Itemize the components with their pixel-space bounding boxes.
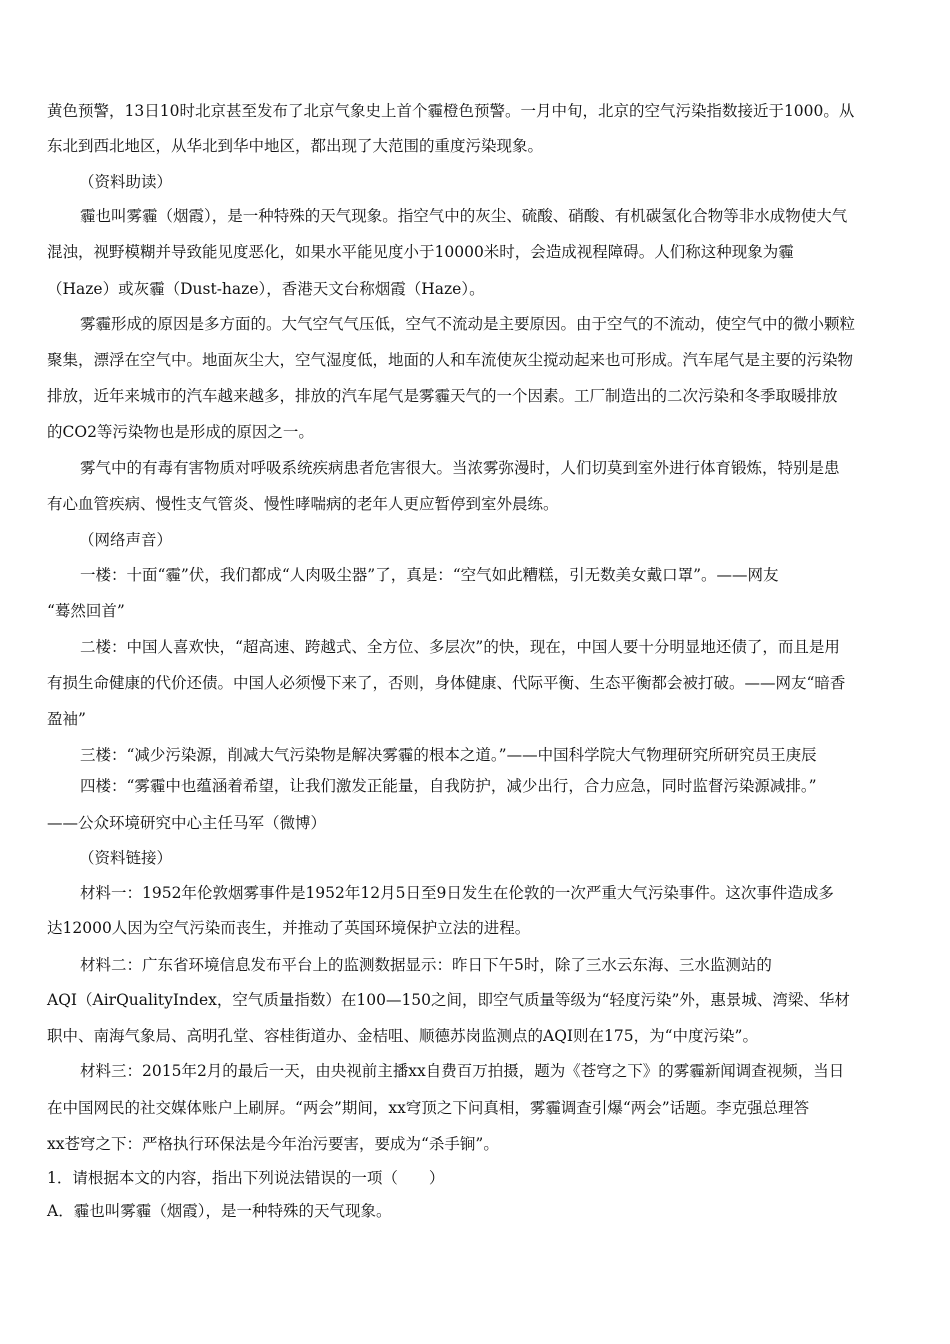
paragraph-line: 材料三：2015年2月的最后一天，由央视前主播xx自费百万拍摄，题为《苍穹之下》的雾霾新闻调查视频，当日 bbox=[80, 1062, 845, 1080]
paragraph-line: 三楼：“减少污染源，削减大气污染物是解决雾霾的根本之道。”——中国科学院大气物理研究所研究员王庚辰 bbox=[80, 746, 817, 764]
paragraph-line: 四楼：“雾霾中也蕴涵着希望，让我们激发正能量，自我防护，减少出行，合力应急，同时监督污染源减排。” bbox=[80, 777, 817, 795]
paragraph-line: 一楼：十面“霾”伏，我们都成“人肉吸尘器”了，真是：“空气如此糟糕，引无数美女戴口罩”。——网友 bbox=[80, 566, 779, 584]
paragraph-line: 达12000人因为空气污染而丧生，并推动了英国环境保护立法的进程。 bbox=[47, 919, 531, 937]
paragraph-line: 混浊，视野模糊并导致能见度恶化，如果水平能见度小于10000米时，会造成视程障碍。人们称这种现象为霾 bbox=[47, 243, 794, 261]
paragraph-line: ——公众环境研究中心主任马军（微博） bbox=[47, 814, 327, 832]
section-heading: （资料助读） bbox=[79, 173, 173, 191]
paragraph-line: 有心血管疾病、慢性支气管炎、慢性哮喘病的老年人更应暂停到室外晨练。 bbox=[47, 495, 559, 513]
paragraph-line: 霾也叫雾霾（烟霞），是一种特殊的天气现象。指空气中的灰尘、硫酸、硝酸、有机碳氢化合物等非水成物使大气 bbox=[80, 207, 848, 225]
paragraph-line: 材料二：广东省环境信息发布平台上的监测数据显示：昨日下午5时，除了三水云东海、三水监测站的 bbox=[80, 956, 772, 974]
section-heading: （资料链接） bbox=[79, 849, 173, 867]
paragraph-line: 东北到西北地区，从华北到华中地区，都出现了大范围的重度污染现象。 bbox=[47, 137, 544, 155]
paragraph-line: 在中国网民的社交媒体账户上刷屏。“两会”期间，xx穹顶之下问真相，雾霾调查引爆“两会”话题。李克强总理答 bbox=[47, 1099, 810, 1117]
paragraph-line: 排放，近年来城市的汽车越来越多，排放的汽车尾气是雾霾天气的一个因素。工厂制造出的二次污染和冬季取暖排放 bbox=[47, 387, 838, 405]
question-stem: 1．请根据本文的内容，指出下列说法错误的一项（ ） bbox=[47, 1169, 445, 1187]
paragraph-line: 盈袖” bbox=[47, 710, 86, 728]
paragraph-line: （Haze）或灰霾（Dust-haze），香港天文台称烟霞（Haze）。 bbox=[47, 280, 485, 298]
paragraph-line: “蓦然回首” bbox=[47, 602, 125, 620]
paragraph-line: 聚集，漂浮在空气中。地面灰尘大，空气湿度低，地面的人和车流使灰尘搅动起来也可形成。汽车尾气是主要的污染物 bbox=[47, 351, 854, 369]
paragraph-line: 职中、南海气象局、高明孔堂、容桂街道办、金桔咀、顺德苏岗监测点的AQI则在175，为“中度污染”。 bbox=[47, 1027, 758, 1045]
paragraph-line: AQI（AirQualityIndex，空气质量指数）在100—150之间，即空气质量等级为“轻度污染”外，惠景城、湾梁、华材 bbox=[47, 991, 850, 1009]
paragraph-line: 雾气中的有毒有害物质对呼吸系统疾病患者危害很大。当浓雾弥漫时，人们切莫到室外进行体育锻炼，特别是患 bbox=[80, 459, 840, 477]
paragraph-line: 雾霾形成的原因是多方面的。大气空气气压低，空气不流动是主要原因。由于空气的不流动，使空气中的微小颗粒 bbox=[80, 315, 856, 333]
paragraph-line: 黄色预警，13日10时北京甚至发布了北京气象史上首个霾橙色预警。一月中旬，北京的空气污染指数接近于1000。从 bbox=[47, 102, 855, 120]
option-a: A．霾也叫雾霾（烟霞），是一种特殊的天气现象。 bbox=[47, 1202, 392, 1220]
section-heading: （网络声音） bbox=[79, 531, 173, 549]
paragraph-line: 二楼：中国人喜欢快，“超高速、跨越式、全方位、多层次”的快，现在，中国人要十分明显地还债了，而且是用 bbox=[80, 638, 840, 656]
paragraph-line: xx苍穹之下：严格执行环保法是今年治污要害，要成为“杀手锏”。 bbox=[47, 1135, 499, 1153]
paragraph-line: 有损生命健康的代价还债。中国人必须慢下来了，否则，身体健康、代际平衡、生态平衡都会被打破。——网友“暗香 bbox=[47, 674, 846, 692]
paragraph-line: 的CO2等污染物也是形成的原因之一。 bbox=[47, 423, 314, 441]
paragraph-line: 材料一：1952年伦敦烟雾事件是1952年12月5日至9日发生在伦敦的一次严重大气污染事件。这次事件造成多 bbox=[80, 884, 834, 902]
